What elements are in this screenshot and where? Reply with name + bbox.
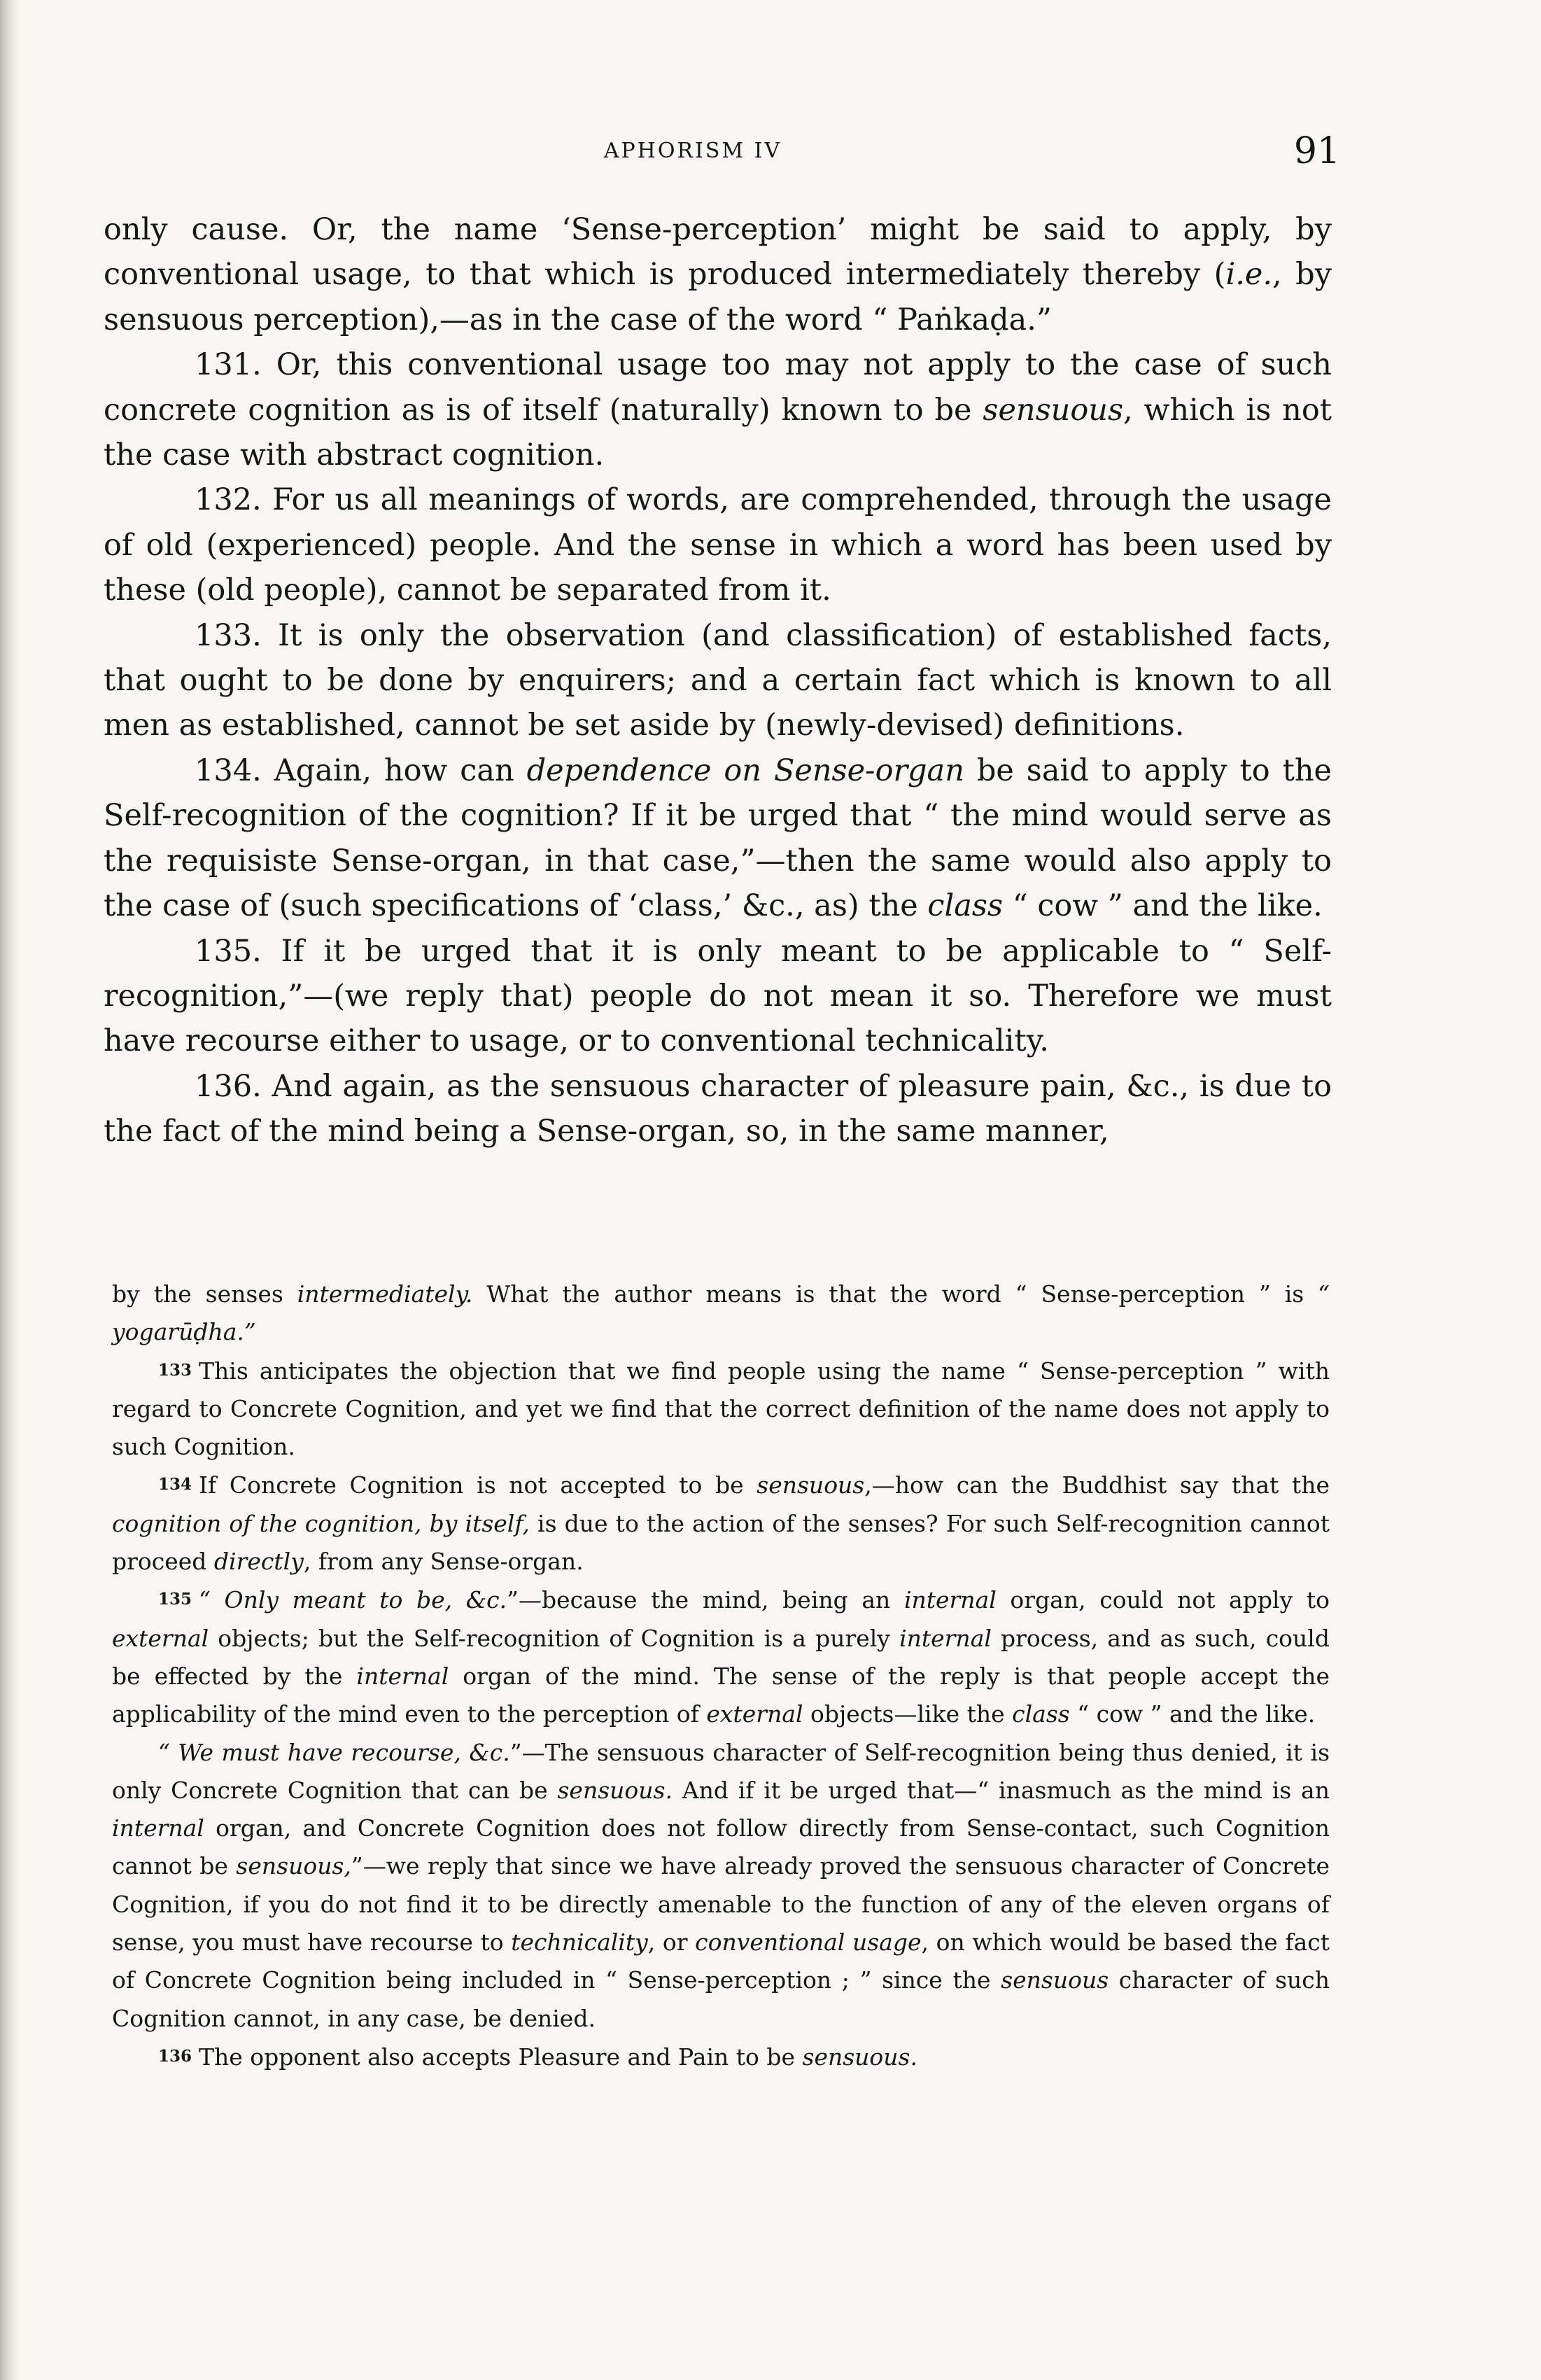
paragraph-136: 136. And again, as the sensuous character of pleasure pain, &c., is due to the fact of the mind being a Sense-organ, so, in the same manner, (104, 1068, 1332, 1149)
italic-run: sensuous (1001, 1966, 1109, 1994)
page-number: 91 (1293, 130, 1340, 172)
main-text (104, 207, 1332, 1154)
italic-run: directly (213, 1548, 304, 1576)
text-run: , which is not the case with abstract cognition. (104, 392, 1332, 473)
text-run: “ cow ” and the like. (1069, 1700, 1316, 1728)
text-run: process, and as such, could be effected by the (112, 1624, 1330, 1690)
text-run: is due to the action of the senses? For such Self-recognition cannot proceed (112, 1509, 1330, 1576)
text-run: ”—because the mind, being an (507, 1586, 904, 1614)
text-run: organ, could not apply to (996, 1586, 1330, 1614)
text-run: , from any Sense-organ. (303, 1548, 584, 1576)
italic-run: internal (112, 1814, 204, 1842)
text-run: character of such Cognition cannot, in any case, be denied. (112, 1966, 1330, 2032)
italic-run: sensuous (983, 392, 1124, 428)
paragraph-132: 132. For us all meanings of words, are comprehended, through the usage of old (experienced) people. And the sense in which a word has been used by these (old people), cannot be separated from it. (104, 482, 1332, 608)
text-run: , by sensuous perception),—as in the case of the word “ Paṅkaḍa.” (104, 257, 1332, 337)
paragraph-131 (104, 342, 1332, 477)
paragraph-134 (104, 748, 1332, 929)
text-run: objects; but the Self-recognition of Cognition is a purely (209, 1624, 900, 1652)
footnote-continuation (112, 1275, 1330, 1352)
paragraph-130-continuation (104, 207, 1332, 342)
text-run: 131. Or, this conventional usage too may not apply to the case of such concrete cognition as is of itself (naturally) known to be (104, 347, 1332, 428)
footnote-135-second (112, 1734, 1330, 2038)
italic-run: sensuous. (802, 2043, 917, 2071)
text-run: be said to apply to the Self-recognition of the cognition? If it be urged that “ the mind would serve as the requisiste Sense-organ, in that case,”—then the same would also apply to the case of (such specifications of ‘class,’ &c., as) the (104, 752, 1332, 924)
footnote-marker: 135 (158, 1590, 192, 1609)
italic-run: internal (903, 1586, 997, 1614)
text-run: What the author means is that the word “ Sense-perception ” is (472, 1280, 1318, 1308)
footnote-135 (112, 1581, 1330, 1733)
text-run: ,—how can the Buddhist say that the (864, 1471, 1330, 1499)
paragraph-133: 133. It is only the observation (and classification) of established facts, that ought to be done by enquirers; and a certain fact which is known to all men as established, cannot be set aside by (newly-devised) definitions. (104, 617, 1332, 743)
italic-run: technicality (511, 1928, 648, 1956)
text-run: organ of the mind. The sense of the reply is that people accept the applicability of the mind even to the perception of (112, 1662, 1330, 1728)
page-binding-edge (0, 0, 18, 2380)
italic-run: sensuous. (557, 1776, 673, 1804)
italic-run: “ yogarūḍha.” (112, 1280, 1330, 1346)
text-run: objects—like the (803, 1700, 1013, 1728)
text-run: 134. Again, how can (195, 752, 527, 788)
text-run: “ cow ” and the like. (1003, 888, 1323, 924)
paragraph-135: 135. If it be urged that it is only meant to be applicable to “ Self-recognition,”—(we reply that) people do not mean it so. Therefore we must have recourse either to usage, or to conventional technicality. (104, 933, 1332, 1059)
italic-run: class (1012, 1700, 1070, 1728)
italic-run: cognition of the cognition, by itself, (112, 1509, 530, 1537)
italic-run: sensuous, (236, 1852, 351, 1880)
footnote-136 (112, 2038, 1330, 2076)
italic-run: class (927, 888, 1004, 924)
italic-run: sensuous (757, 1471, 865, 1499)
italic-run: “ We must have recourse, &c. (158, 1738, 510, 1766)
text-run: This anticipates the objection that we find people using the name “ Sense-perception ” with regard to Concrete Cognition, and yet we find that the correct definition of the name does not apply to such Cognition. (112, 1357, 1330, 1461)
italic-run: i.e. (1225, 257, 1273, 293)
text-run: If Concrete Cognition is not accepted to be (199, 1471, 757, 1499)
italic-run: dependence on Sense-organ (526, 752, 964, 788)
italic-run: conventional usage (695, 1928, 922, 1956)
italic-run: intermediately. (297, 1280, 473, 1308)
text-run: , on which would be based the fact of Concrete Cognition being included in “ Sense-perception ; ” since the (112, 1928, 1330, 1994)
italic-run: external (112, 1624, 209, 1652)
footnote-marker: 136 (158, 2046, 192, 2066)
text-run: The opponent also accepts Pleasure and Pain to be (199, 2043, 803, 2071)
italic-run: “ Only meant to be, &c. (199, 1586, 507, 1614)
footnote-133 (112, 1352, 1330, 1466)
footnote-marker: 133 (158, 1360, 192, 1380)
text-run: And if it be urged that—“ inasmuch as the mind is an (672, 1776, 1330, 1804)
footnote-134 (112, 1466, 1330, 1581)
italic-run: internal (356, 1662, 449, 1690)
text-run: ”—The sensuous character of Self-recognition being thus denied, it is only Concrete Cognition that can be (112, 1738, 1330, 1804)
text-run: only cause. Or, the name ‘Sense-perception’ might be said to apply, by conventional usage, to that which is produced intermediately thereby ( (104, 212, 1332, 293)
text-run: organ, and Concrete Cognition does not follow directly from Sense-contact, such Cognition cannot be (112, 1814, 1330, 1880)
italic-run: external (706, 1700, 803, 1728)
text-run: by the senses (112, 1280, 297, 1308)
footnote-marker: 134 (158, 1475, 192, 1494)
text-run: ”—we reply that since we have already proved the sensuous character of Concrete Cognition, if you do not find it to be directly amenable to the function of any of the eleven organs of sense, you must have recourse to (112, 1852, 1330, 1956)
footnotes (112, 1275, 1330, 2076)
italic-run: internal (899, 1624, 992, 1652)
running-title: APHORISM IV (603, 139, 782, 163)
text-run: , or (647, 1928, 696, 1956)
